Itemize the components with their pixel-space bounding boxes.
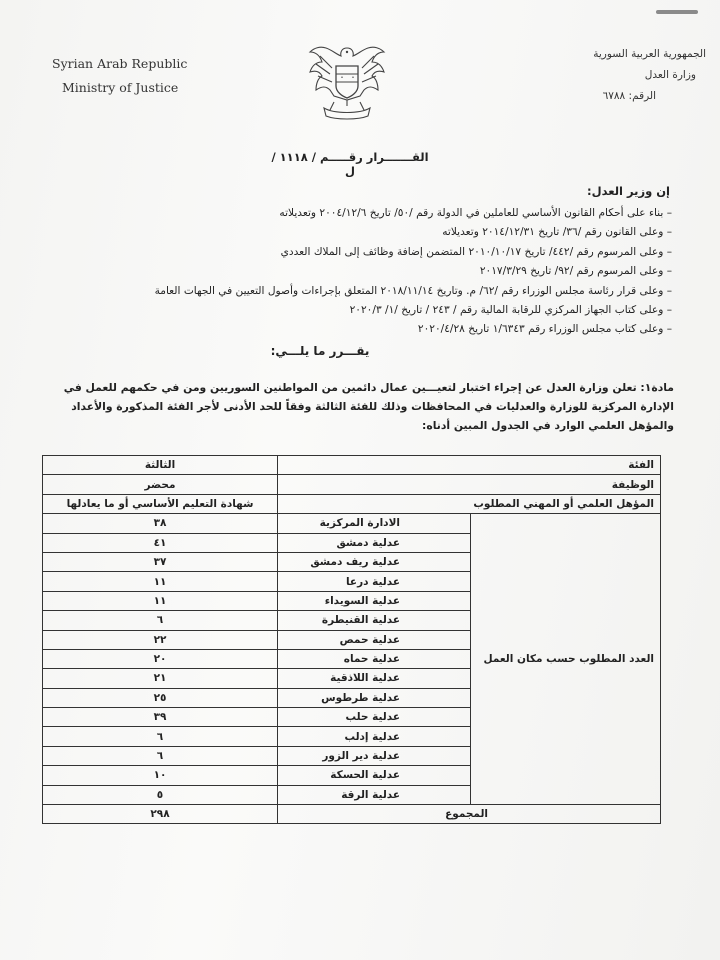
republic-name-ar: الجمهورية العربية السورية (593, 48, 706, 60)
arabic-letterhead (546, 44, 706, 107)
office-count: ٦ (43, 611, 278, 630)
preamble-list (154, 204, 672, 340)
office-count: ٢٢ (43, 630, 278, 649)
table-row (43, 456, 661, 475)
qualification-value: شهادة التعليم الأساسي أو ما يعادلها (43, 494, 278, 513)
preamble-item: – وعلى قرار رئاسة مجلس الوزراء رقم /٦٢/ م. وتاريخ ٢٠١٨/١١/١٤ المتعلق بإجراءات وأصول التعيين في الجهات العامة (154, 284, 672, 297)
job-label: الوظيفة (278, 475, 661, 494)
table-row (43, 514, 661, 533)
office-count: ٢٥ (43, 688, 278, 707)
positions-table (42, 455, 661, 824)
category-value: الثالثة (43, 456, 278, 475)
office-count: ٦ (43, 727, 278, 746)
office-name: الادارة المركزية (278, 514, 471, 533)
table-row (43, 475, 661, 494)
category-label: الفئة (278, 456, 661, 475)
office-count: ٢٠ (43, 649, 278, 668)
table-row (43, 805, 661, 824)
republic-name-en: Syrian Arab Republic (52, 56, 188, 71)
office-name: عدلية ريف دمشق (278, 552, 471, 571)
office-name: عدلية القنيطرة (278, 611, 471, 630)
office-name: عدلية السويداء (278, 591, 471, 610)
total-label: المجموع (278, 805, 661, 824)
office-count: ٦ (43, 746, 278, 765)
office-name: عدلية دير الزور (278, 746, 471, 765)
syrian-eagle-emblem (306, 42, 388, 122)
preamble-item: – بناء على أحكام القانون الأساسي للعاملين في الدولة رقم /٥٠/ تاريخ ٢٠٠٤/١٢/٦ وتعديلاته (279, 207, 672, 219)
office-count: ١١ (43, 591, 278, 610)
article-1: مادة١: تعلن وزارة العدل عن إجراء اختبار لتعيـــين عمال دائمين من المواطنين السوريين ومن في حكمهم للعمل في الإدارة المركزية للوزارة والعدليات في المحافظات وذلك للفئة الثالثة وفقاً للحد الأدنى لأجر الفئة المذكورة والأعداد والمؤهل العلمي الوارد في الجدول المبين أدناه: (63, 381, 674, 432)
office-name: عدلية إدلب (278, 727, 471, 746)
office-name: عدلية طرطوس (278, 688, 471, 707)
total-value: ٢٩٨ (43, 805, 278, 824)
preamble-item: – وعلى المرسوم رقم /٤٤٢/ تاريخ ٢٠١٠/١٠/١٧ المتضمن إضافة وظائف إلى الملاك العددي (280, 245, 672, 258)
table-row (43, 494, 661, 513)
staple-mark (656, 10, 698, 14)
office-count: ١٠ (43, 766, 278, 785)
office-count: ٣٩ (43, 708, 278, 727)
office-name: عدلية الرقة (278, 785, 471, 804)
office-name: عدلية حمص (278, 630, 471, 649)
qualification-label: المؤهل العلمي أو المهني المطلوب (278, 494, 661, 513)
count-label: العدد المطلوب حسب مكان العمل (471, 514, 661, 805)
office-count: ١١ (43, 572, 278, 591)
office-name: عدلية دمشق (278, 533, 471, 552)
office-count: ٢١ (43, 669, 278, 688)
english-letterhead (52, 52, 187, 100)
office-name: عدلية حماه (278, 649, 471, 668)
office-count: ٤١ (43, 533, 278, 552)
office-name: عدلية اللاذقية (278, 669, 471, 688)
decides-heading: يقـــرر ما يلـــي: (270, 344, 370, 358)
ministry-name-en: Ministry of Justice (62, 80, 179, 95)
preamble-item: – وعلى كتاب الجهاز المركزي للرقابة المالية رقم / ٢٤٣ / تاريخ /١/ ٢٠٢٠/٣ (349, 304, 672, 317)
preamble-item: – وعلى المرسوم رقم /٩٢/ تاريخ ٢٠١٧/٣/٢٩ (479, 265, 672, 278)
office-count: ٣٧ (43, 552, 278, 571)
minister-heading: إن وزير العدل: (587, 184, 670, 198)
preamble-item: – وعلى القانون رقم /٣٦/ تاريخ ٢٠١٤/١٢/٣١ وتعديلاته (442, 226, 672, 239)
decision-number: القـــــــرار رقـــــم / ١١١٨ / ل (271, 150, 429, 178)
office-name: عدلية الحسكة (278, 766, 471, 785)
ministry-name-ar: وزارة العدل (644, 69, 696, 81)
preamble-item: – وعلى كتاب مجلس الوزراء رقم ١/٦٣٤٣ تاريخ ٢٠٢٠/٤/٢٨ (417, 323, 672, 336)
office-count: ٥ (43, 785, 278, 804)
office-name: عدلية درعا (278, 572, 471, 591)
reference-number: الرقم: ٦٧٨٨ (602, 90, 656, 102)
job-value: محضر (43, 475, 278, 494)
office-count: ٣٨ (43, 514, 278, 533)
office-name: عدلية حلب (278, 708, 471, 727)
